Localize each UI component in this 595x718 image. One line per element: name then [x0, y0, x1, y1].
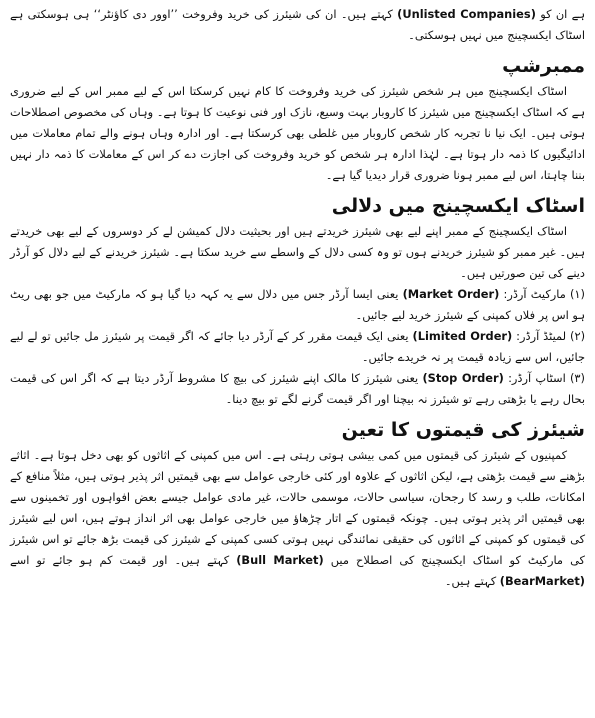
term-market-order: (Market Order)	[402, 287, 500, 301]
term-stop-order: (Stop Order)	[422, 371, 504, 385]
order-limited-text: یعنی ایک قیمت مقرر کر کے آرڈر دیا جائے کہ اگر قیمت پر شیئرز مل جائیں تو لے لیے جائیں، اس سے زیادہ قیمت پر نہ خریدے جائیں۔	[10, 329, 585, 364]
term-bull-market: (Bull Market)	[236, 553, 324, 567]
order-limited	[10, 326, 585, 368]
intro-text-start: ہے ان کو	[535, 7, 585, 21]
order-market	[10, 284, 585, 326]
term-unlisted-companies: (Unlisted Companies)	[397, 7, 536, 21]
brokerage-paragraph: اسٹاک ایکسچینج کے ممبر اپنے لیے بھی شیئرز خریدتے ہیں اور بحیثیت دلال کمیشن لے کر دوسروں کے لیے بھی خریدتے ہیں۔ غیر ممبر کو شیئرز خریدنے ہوں تو وہ کسی دلال کے واسطے سے خرید سکتا ہے۔ شیئرز خریدنے کے لیے دلال کو آرڈر دینے کی تین صورتیں ہیں۔	[10, 224, 585, 280]
membership-paragraph: اسٹاک ایکسچینج میں ہر شخص شیئرز کی خرید وفروخت کا کام نہیں کرسکتا اس کے لیے ممبر اس کے لیے ضروری ہے کہ اسٹاک ایکسچینج میں شیئرز کا کاروبار بہت وسیع، نازک اور فنی نوعیت کا ہوتا ہے۔ وہاں کی مخصوص اصطلاحات ہوتی ہیں۔ ایک نیا نا تجربہ کار شخص کاروبار میں غلطی بھی کرسکتا ہے۔ اور ادارہ وہاں ہونے والے تمام معاملات میں ادائیگیوں کا ذمہ دار ہوتا ہے۔ لہٰذا ادارہ ہر شخص کو خرید وفروخت کی اجازت دے کر اس کے معاملات کا ذمہ دار نہیں بننا چاہتا، اس لیے ممبر ہونا ضروری قرار دیدیا گیا ہے۔	[10, 84, 585, 182]
term-bear-market: (BearMarket)	[499, 574, 585, 588]
heading-valuation: شیئرز کی قیمتوں کا تعین	[341, 419, 585, 441]
valuation-text-middle: کہتے ہیں۔ اور قیمت کم ہو جائے تو اسے	[10, 553, 237, 567]
heading-brokerage: اسٹاک ایکسچینج میں دلالی	[331, 195, 585, 217]
intro-paragraph	[10, 4, 585, 46]
order-limited-label: (۲) لمیٹڈ آرڈر:	[512, 329, 586, 343]
intro-text-end: کہتے ہیں۔ ان کی شیئرز کی خرید وفروخت ’’اوور دی کاؤنٹر‘‘ ہی ہوسکتی ہے اسٹاک ایکسچینج میں نہیں ہوسکتی۔	[10, 7, 585, 42]
valuation-paragraph	[10, 445, 585, 592]
valuation-text-end: کہتے ہیں۔	[444, 574, 500, 588]
order-stop-text: یعنی شیئرز کا مالک اپنے شیئرز کی بیچ کا مشروط آرڈر دیتا ہے کہ اگر اس کی قیمت بحال رہے یا بڑھتی رہے تو شیئرز نہ بیچنا اور اگر قیمت گرنے لگے تو بیچ دینا۔	[10, 371, 585, 406]
valuation-text-start: کمپنیوں کے شیئرز کی قیمتوں میں کمی بیشی ہوتی رہتی ہے۔ اس میں کمپنی کے اثاثوں کو بھی دخل ہوتا ہے۔ اثاثے بڑھنے سے قیمت بڑھتی ہے، لیکن اثاثوں کے علاوہ اور کئی خارجی عوامل سے بھی قیمتیں اثر پذیر ہوتی ہیں، مثلاً منافع کے امکانات، طلب و رسد کا رجحان، سیاسی حالات، موسمی حالات، غیر مادی عوامل جیسے بعض افواہوں اور تخمینوں سے بھی قیمتیں اثر پذیر ہوتی ہیں۔ چونکہ قیمتوں کے اتار چڑھاؤ میں خارجی عوامل بھی اثر انداز ہوتے ہیں، اس لیے شیئرز کی قیمتوں کو کمپنی کے اثاثوں کی حقیقی نمائندگی نہیں ہوتی کسی کمپنی کے شیئرز کی قیمت بڑھ جائے تو اس شیئرز کی مارکیٹ کو اسٹاک ایکسچینج کی اصطلاح میں	[10, 448, 585, 567]
order-stop	[10, 368, 585, 410]
heading-membership: ممبرشپ	[502, 55, 585, 77]
order-market-text: یعنی ایسا آرڈر جس میں دلال سے یہ کہہ دیا گیا ہو کہ مارکیٹ میں جو بھی ریٹ ہو اس پر فلاں کمپنی کے شیئرز خرید لیے جائیں۔	[10, 287, 585, 322]
term-limited-order: (Limited Order)	[412, 329, 513, 343]
order-market-label: (۱) مارکیٹ آرڈر:	[499, 287, 585, 301]
order-stop-label: (۳) اسٹاپ آرڈر:	[503, 371, 585, 385]
